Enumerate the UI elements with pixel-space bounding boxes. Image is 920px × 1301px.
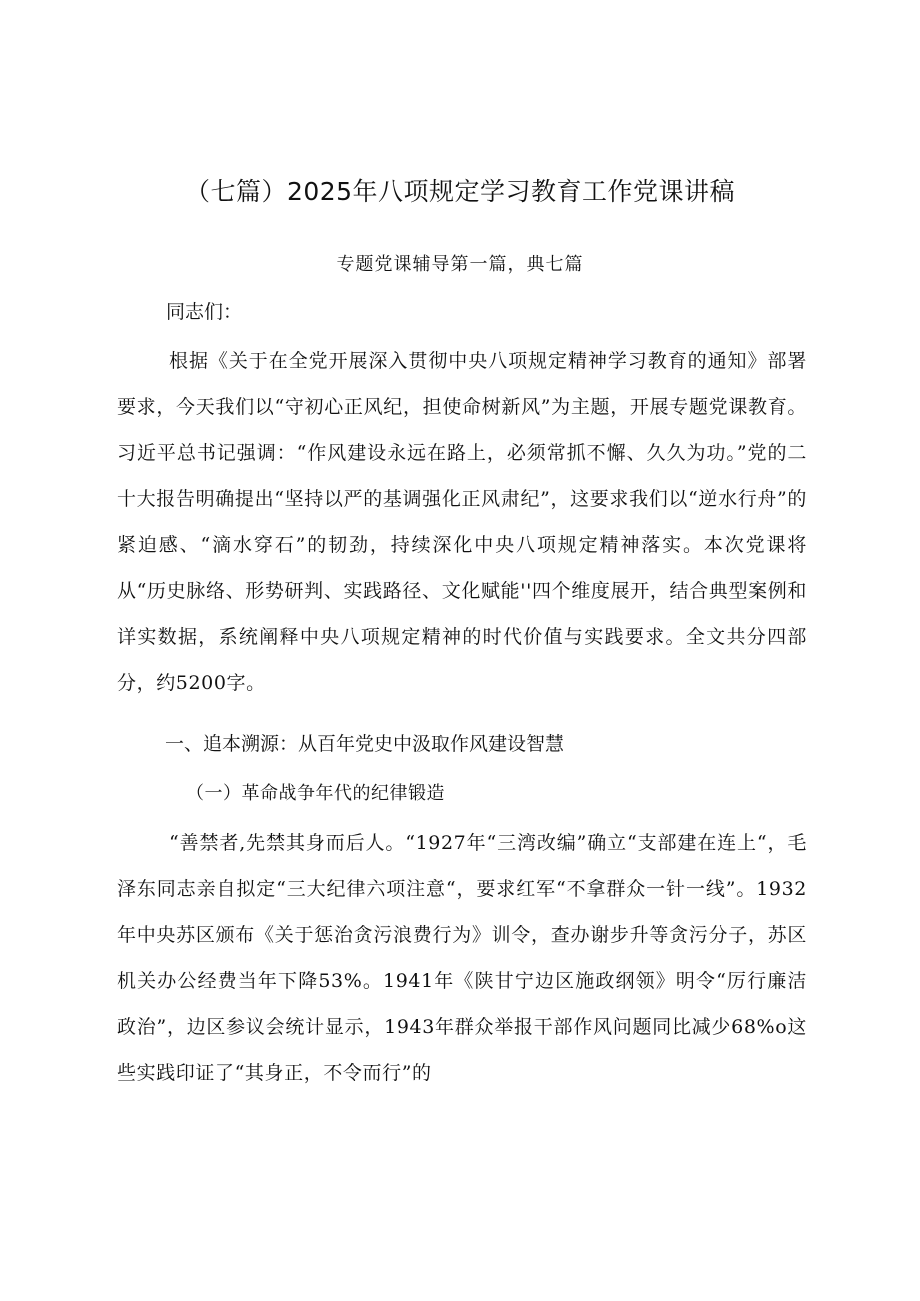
salutation: 同志们：: [166, 301, 243, 323]
intro-paragraph: 根据《关于在全党开展深入贯彻中央八项规定精神学习教育的通知》部署要求，今天我们以“守初心正风纪，担使命树新风”为主题，开展专题党课教育。习近平总书记强调：“作风建设永远在路上，必须常抓不懈、久久为功。”党的二十大报告明确提出“坚持以严的基调强化正风肃纪”，这要求我们以“逆水行舟”的紧迫感、“滴水穿石”的韧劲，持续深化中央八项规定精神落实。本次党课将从“历史脉络、形势研判、实践路径、文化赋能''四个维度展开，结合典型案例和详实数据，系统阐释中央八项规定精神的时代价值与实践要求。全文共分四部分，约5200字。: [117, 350, 807, 694]
section-paragraph: “善禁者,先禁其身而后人。“1927年“三湾改编”确立“支部建在连上“，毛泽东同志亲自拟定“三大纪律六项注意“，要求红军“不拿群众一针一线”。1932年中央苏区颁布《关于惩治贪污浪费行为》训令，查办谢步升等贪污分子，苏区机关办公经费当年下降53%。1941年《陕甘宁边区施政纲领》明令“厉行廉洁政治”，边区参议会统计显示，1943年群众举报干部作风问题同比减少68%o这些实践印证了“其身正，不令而行”的: [117, 832, 807, 1084]
document-subtitle: 专题党课辅导第一篇，典七篇: [336, 254, 584, 275]
section-heading: 一、追本溯源：从百年党史中汲取作风建设智慧: [165, 733, 565, 755]
document-title: （七篇）2025年八项规定学习教育工作党课讲稿: [184, 177, 736, 206]
subsection-heading: （一）革命战争年代的纪律锻造: [186, 783, 445, 804]
